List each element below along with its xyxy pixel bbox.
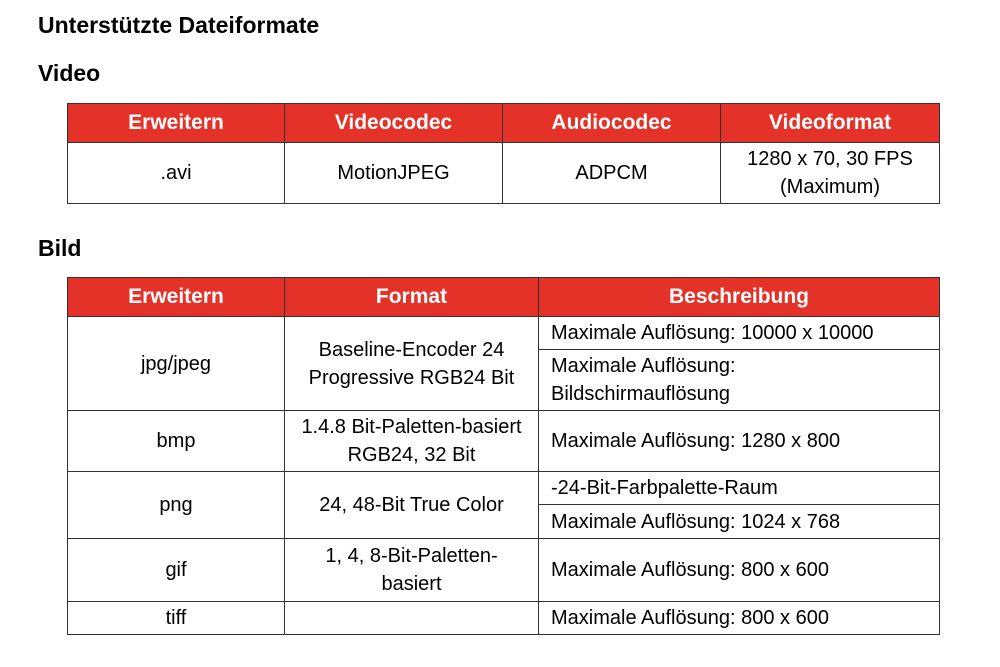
header-cell: Beschreibung — [539, 278, 940, 317]
extension-cell: gif — [68, 539, 285, 602]
description-cell: Maximale Auflösung: 1280 x 800 — [539, 411, 940, 472]
description-cell: Maximale Auflösung: 1024 x 768 — [539, 505, 940, 539]
table-row — [68, 411, 940, 472]
description-cell — [539, 350, 940, 411]
table-header-row — [68, 278, 940, 317]
table-row — [68, 317, 940, 350]
videoformat-line: (Maximum) — [780, 176, 880, 198]
description-line: Maximale Auflösung: — [551, 355, 736, 377]
format-cell: 24, 48-Bit True Color — [285, 472, 539, 539]
format-cell — [285, 317, 539, 411]
format-line: RGB24, 32 Bit — [347, 444, 476, 466]
description-cell: Maximale Auflösung: 800 x 600 — [539, 602, 940, 635]
description-line: Bildschirmauflösung — [551, 383, 730, 405]
video-formats-table — [67, 103, 940, 204]
extension-cell: png — [68, 472, 285, 539]
image-formats-table — [67, 277, 940, 635]
video-heading: Video — [38, 60, 101, 86]
table-header-row — [68, 104, 940, 143]
page-title: Unterstützte Dateiformate — [38, 12, 320, 38]
header-cell: Erweitern — [68, 278, 285, 317]
extension-cell: tiff — [68, 602, 285, 635]
table-row — [68, 143, 940, 204]
audiocodec-cell: ADPCM — [503, 143, 721, 204]
description-cell: -24-Bit-Farbpalette-Raum — [539, 472, 940, 505]
format-cell — [285, 602, 539, 635]
extension-cell: jpg/jpeg — [68, 317, 285, 411]
format-cell — [285, 411, 539, 472]
format-line: Progressive RGB24 Bit — [308, 366, 515, 389]
videoformat-line: 1280 x 70, 30 FPS — [747, 148, 913, 170]
extension-cell: bmp — [68, 411, 285, 472]
extension-cell: .avi — [68, 143, 285, 204]
format-cell — [285, 539, 539, 602]
format-line: Baseline-Encoder 24 — [318, 338, 505, 361]
header-cell: Erweitern — [68, 104, 285, 143]
table-row — [68, 602, 940, 635]
format-line: 1, 4, 8-Bit-Paletten- — [325, 545, 498, 567]
format-line: basiert — [381, 573, 442, 595]
header-cell: Videoformat — [721, 104, 940, 143]
image-heading: Bild — [38, 235, 82, 261]
description-cell: Maximale Auflösung: 10000 x 10000 — [539, 317, 940, 350]
videoformat-cell — [721, 143, 940, 204]
header-cell: Format — [285, 278, 539, 317]
table-row — [68, 472, 940, 505]
table-row — [68, 539, 940, 602]
description-cell: Maximale Auflösung: 800 x 600 — [539, 539, 940, 602]
header-cell: Videocodec — [285, 104, 503, 143]
format-line: 1.4.8 Bit-Paletten-basiert — [301, 416, 522, 438]
header-cell: Audiocodec — [503, 104, 721, 143]
videocodec-cell: MotionJPEG — [285, 143, 503, 204]
